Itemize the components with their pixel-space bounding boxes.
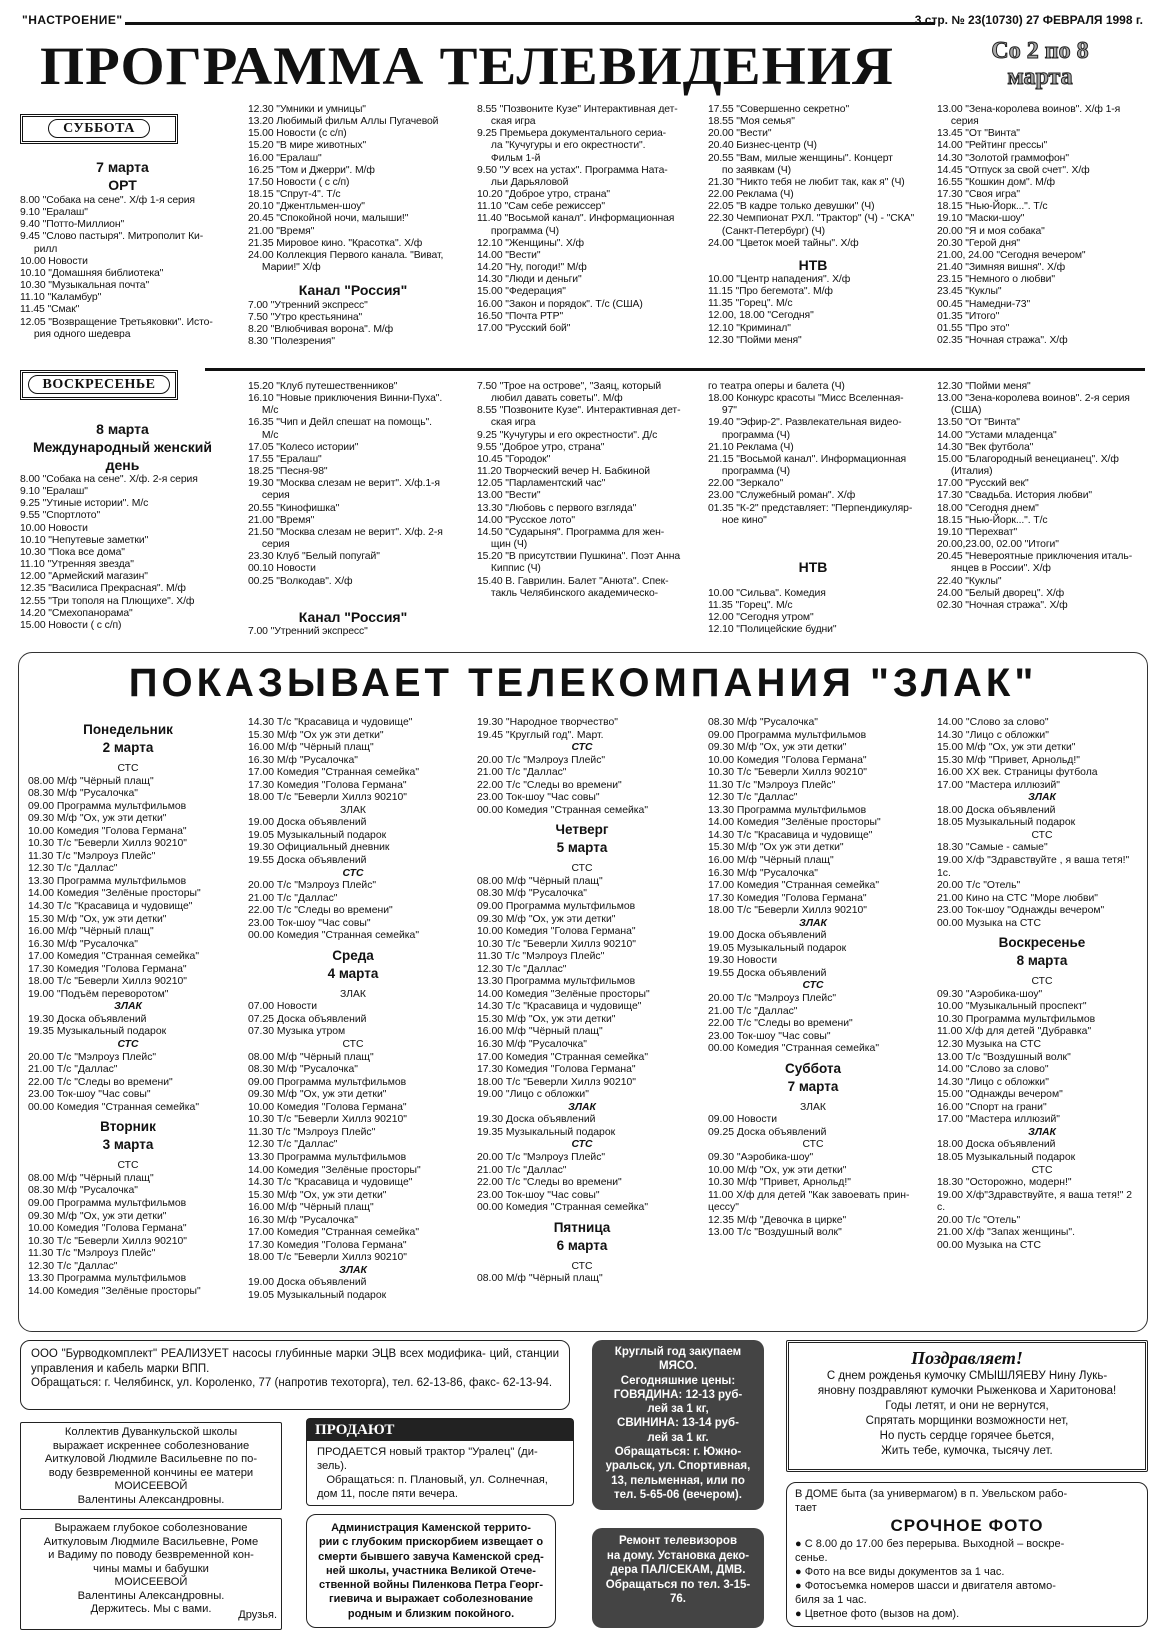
zlak-program-entry: 20.00 Т/с "Мэлроуз Плейс": [477, 754, 606, 766]
congrats-text: С днем рожденья кумочку СМЫШЛЯЕВУ Нину Лукь- яновну поздравляют кумочки Рыженкова и Харитонова! Годы летят, и они не вернутся, Спрятать морщинки возможности нет, Но пусть сердце горячее бьется, Жить тебе, кумочка, тысячу лет.: [817, 1370, 1117, 1457]
zlak-program-entry: 19.30 "Народное творчество": [477, 717, 618, 728]
zlak-program-entry: 16.00 XX век. Страницы футбола: [937, 767, 1098, 779]
zlak-program-entry: 17.30 Комедия "Голова Германа": [248, 779, 407, 791]
zlak-program-entry: 11.00 Х/ф для детей "Дубравка": [937, 1026, 1092, 1038]
zlak-program-entry: 14.00 "Слово за слово": [937, 717, 1049, 728]
zlak-program-entry: 12.30 Т/с "Даллас": [248, 1139, 338, 1151]
zlak-program-entry: 09.00 Программа мультфильмов: [28, 800, 187, 812]
zlak-channel-label: ЗЛАК: [568, 1101, 596, 1113]
zlak-channel-label: СТС: [802, 1139, 824, 1151]
zlak-program-entry: 14.30 Т/с "Красавица и чудовище": [248, 1177, 413, 1189]
zlak-program-entry: 15.30 М/ф "Ох, уж эти детки": [477, 1013, 616, 1025]
saturday-col3: 8.55 "Позвоните Кузе" Интерактивная дет- ская игра 9.25 Премьера документального сериа- ла "Кучугуры и его окрестности". Фильм 1-й 9.50 "У всех на устах". Программа Ната- льи Дарьяловой 10.20 "Доброе утро, страна" 11.10 "Сам себе режиссер" 11.40 "Восьмой канал". Информационная программа (Ч) 12.10 "Женщины". Х/ф 14.00 "Вести" 14.20 "Ну, погоди!" М/ф 14.30 "Люди и деньги" 15.00 "Федерация" 16.00 "Закон и порядок". Т/с (США) 16.50 "Почта РТР" 17.00 "Русский бой": [477, 104, 678, 334]
zlak-program-entry: 10.00 "Музыкальный проспект": [937, 1001, 1087, 1013]
zlak-channel-label: СТС: [117, 763, 139, 774]
photo-item-4: ● Цветное фото (вызов на дом).: [795, 1608, 960, 1620]
zlak-program-entry: 12.30 Т/с "Даллас": [477, 963, 567, 975]
zlak-program-entry: 14.30 Т/с "Красавица и чудовище": [708, 829, 873, 841]
zlak-program-entry: 19.00 Доска объявлений: [708, 930, 827, 942]
zlak-program-entry: 10.30 Т/с "Беверли Хиллз 90210": [28, 838, 187, 850]
zlak-program-entry: 00.00 Комедия "Странная семейка": [28, 1101, 200, 1113]
zlak-program-entry: 08.00 М/ф "Чёрный плащ": [477, 875, 603, 887]
zlak-program-entry: 17.30 Комедия "Голова Германа": [28, 963, 187, 975]
zlak-program-entry: 10.30 Программа мультфильмов: [937, 1013, 1096, 1025]
zlak-program-entry: 09.30 М/ф "Ох, уж эти детки": [28, 813, 167, 825]
zlak-program-entry: 09.30 М/ф "Ох, уж эти детки": [28, 1210, 167, 1222]
zlak-program-entry: 18.00 Доска объявлений: [937, 804, 1056, 816]
zlak-channel-label: СТС: [117, 1039, 139, 1051]
photo-item-4-text: Цветное фото (вызов на дом).: [804, 1608, 960, 1620]
zlak-program-entry: 17.30 Комедия "Голова Германа": [248, 1239, 407, 1251]
zlak-program-entry: 10.30 Т/с "Беверли Хиллз 90210": [477, 938, 636, 950]
zlak-program-entry: 16.30 М/ф "Русалочка": [28, 938, 138, 950]
zlak-program-entry: 15.00 "Однажды вечером": [937, 1089, 1063, 1101]
zlak-program-entry: 18.05 Музыкальный подарок: [937, 1151, 1076, 1163]
zlak-program-entry: 10.00 Комедия "Голова Германа": [28, 825, 187, 837]
photo-title: СРОЧНОЕ ФОТО: [890, 1516, 1044, 1535]
zlak-program-entry: 17.00 Комедия "Странная семейка": [248, 1227, 420, 1239]
date-range: Со 2 по 8 марта: [991, 38, 1089, 90]
sunday-ntv-head: НТВ: [798, 559, 828, 575]
zlak-program-entry: 23.00 Ток-шоу "Час совы": [477, 1189, 600, 1201]
zlak-program-entry: 20.00 Т/с "Отель": [937, 1214, 1021, 1226]
zlak-program-entry: 19.55 Доска объявлений: [248, 855, 367, 867]
ad-sell: [306, 1418, 574, 1506]
zlak-col5: [937, 717, 1147, 1252]
zlak-program-entry: 12.30 Т/с "Даллас": [708, 792, 798, 804]
zlak-program-entry: 23.00 Ток-шоу "Час совы": [708, 1030, 831, 1042]
zlak-program-entry: 00.00 Комедия "Странная семейка": [477, 804, 649, 816]
zlak-program-entry: 14.00 Комедия "Зелёные просторы": [28, 1285, 201, 1297]
ad-congrats: [786, 1340, 1148, 1472]
zlak-program-entry: 09.00 Программа мультфильмов: [708, 729, 867, 741]
zlak-program-entry: 19.45 "Круглый год". Март.: [477, 729, 604, 741]
zlak-program-entry: 21.00 Т/с "Даллас": [248, 892, 338, 904]
zlak-program-entry: 19.05 Музыкальный подарок: [248, 829, 387, 841]
zlak-program-entry: 08.00 М/ф "Чёрный плащ": [28, 1172, 154, 1184]
zlak-program-entry: 09.00 Программа мультфильмов: [248, 1076, 407, 1088]
zlak-channel-label: ЗЛАК: [800, 1101, 826, 1113]
zlak-program-entry: 16.30 М/ф "Русалочка": [477, 1039, 587, 1051]
zlak-program-entry: 18.00 Т/с "Беверли Хиллз 90210": [708, 905, 867, 917]
saturday-ort-head: 7 марта ОРТ: [96, 159, 149, 193]
zlak-program-entry: 08.30 М/ф "Русалочка": [708, 717, 818, 728]
zlak-program-entry: 16.30 М/ф "Русалочка": [248, 754, 358, 766]
zlak-program-entry: 00.00 Комедия "Странная семейка": [477, 1202, 649, 1214]
zlak-program-entry: 08.30 М/ф "Русалочка": [28, 1185, 138, 1197]
zlak-channel-label: ЗЛАК: [340, 804, 366, 816]
zlak-program-entry: 18.00 Т/с "Беверли Хиллз 90210": [28, 976, 187, 988]
zlak-program-entry: цессу": [708, 1202, 739, 1214]
zlak-program-entry: 16.00 М/ф "Чёрный плащ": [28, 926, 154, 938]
zlak-channel-label: ЗЛАК: [1028, 1126, 1056, 1138]
zlak-program-entry: 09.30 М/ф "Ох, уж эти детки": [248, 1089, 387, 1101]
zlak-program-entry: 19.30 Доска объявлений: [28, 1013, 147, 1025]
zlak-program-entry: 16.00 М/ф "Чёрный плащ": [708, 855, 834, 867]
ad-condolence-school: Коллектив Дуванкульской школы выражает искреннее соболезнование Аиткуловой Людмиле Васильевне по по- воду безвременной кончины ее матери МОИСЕЕВОЙ Валентины Александровны.: [20, 1422, 282, 1510]
zlak-program-entry: 10.30 Т/с "Беверли Хиллз 90210": [708, 767, 867, 779]
zlak-program-entry: 14.00 "Слово за слово": [937, 1064, 1049, 1076]
zlak-col4: [708, 717, 918, 1240]
zlak-program-entry: 09.00 Новости: [708, 1114, 778, 1126]
sunday-rule: [205, 368, 1145, 371]
zlak-program-entry: 09.00 Программа мультфильмов: [28, 1197, 187, 1209]
zlak-program-entry: 11.30 Т/с "Мэлроуз Плейс": [28, 850, 156, 862]
sunday-badge: [20, 370, 178, 400]
zlak-day-heading: Понедельник 2 марта: [83, 722, 173, 755]
zlak-program-entry: 07.30 Музыка утром: [248, 1026, 346, 1038]
zlak-program-entry: 23.00 Ток-шоу "Час совы": [248, 917, 371, 929]
page-title: ПРОГРАММА ТЕЛЕВИДЕНИЯ: [40, 36, 894, 96]
saturday-ntv-head: НТВ: [798, 257, 828, 273]
zlak-day-heading: Вторник 3 марта: [100, 1119, 156, 1153]
zlak-program-entry: 13.00 Т/с "Воздушный волк": [708, 1227, 842, 1239]
zlak-program-entry: 07.25 Доска объявлений: [248, 1013, 367, 1025]
zlak-program-entry: 19.05 Музыкальный подарок: [248, 1289, 387, 1301]
zlak-program-entry: 08.00 М/ф "Чёрный плащ": [248, 1051, 374, 1063]
zlak-program-entry: 16.00 М/ф "Чёрный плащ": [248, 742, 374, 754]
saturday-label: СУББОТА: [48, 119, 150, 138]
zlak-program-entry: 17.00 Комедия "Странная семейка": [248, 767, 420, 779]
zlak-program-entry: 09.30 "Аэробика-шоу": [937, 988, 1043, 1000]
photo-item-2: ● Фото на все виды документов за 1 час.: [795, 1566, 1005, 1578]
zlak-day-heading: Четверг 5 марта: [555, 822, 609, 856]
zlak-program-entry: 16.30 М/ф "Русалочка": [708, 867, 818, 879]
zlak-program-entry: 19.55 Доска объявлений: [708, 967, 827, 979]
zlak-program-entry: 19.00 Доска объявлений: [248, 1277, 367, 1289]
zlak-program-entry: 21.00 Т/с "Даллас": [477, 1164, 567, 1176]
zlak-program-entry: 19.30 Новости: [708, 955, 778, 967]
zlak-program-entry: 17.00 "Мастера иллюзий": [937, 1114, 1060, 1126]
sunday-label: ВОСКРЕСЕНЬЕ: [28, 375, 171, 394]
saturday-col2: 12.30 "Умники и умницы" 13.20 Любимый фильм Аллы Пугачевой 15.00 Новости (с с/п) 15.20 "В мире животных" 16.00 "Ералаш" 16.25 "Том и Джерри". М/ф 17.50 Новости ( с с/п) 18.15 "Спрут-4". Т/с 20.10 "Джентльмен-шоу" 20.45 "Спокойной ночи, малыши!" 21.00 "Время" 21.35 Мировое кино. "Красотка". Х/ф 24.00 Коллекция Первого канала. "Виват, Марии!" Х/ф: [248, 104, 444, 274]
zlak-program-entry: 10.00 Комедия "Голова Германа": [248, 1101, 407, 1113]
zlak-program-entry: 10.30 Т/с "Беверли Хиллз 90210": [28, 1235, 187, 1247]
zlak-channel-label: ЗЛАК: [799, 917, 827, 929]
sunday-ort-head: 8 марта Международный женский день: [33, 421, 212, 473]
zlak-program-entry: 19.00 Х/ф"Здравствуйте, я ваша тетя!" 2: [937, 1189, 1133, 1201]
zlak-program-entry: 20.00 Т/с "Мэлроуз Плейс": [477, 1151, 606, 1163]
zlak-program-entry: 09.00 Программа мультфильмов: [477, 901, 636, 913]
sunday-russia-head: Канал "Россия": [298, 609, 408, 625]
sell-title: ПРОДАЮТ: [307, 1419, 573, 1441]
zlak-program-entry: 17.30 Комедия "Голова Германа": [477, 1064, 636, 1076]
zlak-program-entry: 10.00 Комедия "Голова Германа": [477, 926, 636, 938]
zlak-program-entry: 08.00 М/ф "Чёрный плащ": [477, 1273, 603, 1285]
ad-burvodkomplekt: ООО "Бурводкомплект" РЕАЛИЗУЕТ насосы глубинные марки ЭЦВ всех модифика- ций, станции управления и кабель марки ВПП. Обращаться: г. Челябинск, ул. Короленко, 77 (напротив техоторга), тел. 62-13-86, факс- 62-13-94.: [20, 1340, 570, 1410]
zlak-channel-label: СТС: [342, 867, 364, 879]
zlak-channel-label: ЗЛАК: [114, 1001, 142, 1013]
zlak-program-entry: 14.00 Комедия "Зелёные просторы": [248, 1164, 421, 1176]
zlak-program-entry: 21.00 Т/с "Даллас": [28, 1064, 118, 1076]
zlak-program-entry: 1с.: [937, 867, 951, 879]
zlak-program-entry: 14.30 "Лицо с обложки": [937, 729, 1049, 741]
issue-info: 3 стр. № 23(10730) 27 ФЕВРАЛЯ 1998 г.: [914, 13, 1143, 27]
condolence-family-sign: Друзья.: [238, 1608, 277, 1621]
zlak-program-entry: 12.30 Т/с "Даллас": [28, 863, 118, 875]
zlak-channel-label: ЗЛАК: [340, 988, 366, 1000]
zlak-program-entry: 20.00 Т/с "Отель": [937, 880, 1021, 892]
zlak-program-entry: 13.30 Программа мультфильмов: [28, 1273, 187, 1285]
zlak-program-entry: 16.00 М/ф "Чёрный плащ": [248, 1202, 374, 1214]
zlak-program-entry: 20.00 Т/с "Мэлроуз Плейс": [248, 880, 377, 892]
zlak-program-entry: 22.00 Т/с "Следы во времени": [28, 1076, 173, 1088]
zlak-program-entry: 22.00 Т/с "Следы во времени": [477, 1177, 622, 1189]
zlak-program-entry: 09.25 Доска объявлений: [708, 1126, 827, 1138]
zlak-channel-label: СТС: [1031, 976, 1053, 988]
zlak-channel-label: СТС: [571, 1260, 593, 1272]
zlak-program-entry: 12.30 Т/с "Даллас": [28, 1260, 118, 1272]
zlak-program-entry: 09.30 "Аэробика-шоу": [708, 1151, 814, 1163]
zlak-channel-label: СТС: [571, 863, 593, 875]
zlak-program-entry: 17.00 Комедия "Странная семейка": [708, 880, 880, 892]
zlak-program-entry: 21.00 Т/с "Даллас": [477, 767, 567, 779]
saturday-col4: 17.55 "Совершенно секретно" 18.55 "Моя семья" 20.00 "Вести" 20.40 Бизнес-центр (Ч) 20.55 "Вам, милые женщины". Концерт по заявкам (Ч) 21.30 "Никто тебя не любит так, как я" (Ч) 22.00 Реклама (Ч) 22.05 "В кадре только девушки" (Ч) 22.30 Чемпионат РХЛ. "Трактор" (Ч) - "СКА" (Санкт-Петербург) (Ч) 24.00 "Цветок моей тайны". Х/ф: [708, 104, 915, 249]
zlak-program-entry: 20.00 Т/с "Мэлроуз Плейс": [28, 1051, 157, 1063]
photo-item-3-text: Фотосъемка номеров шасси и двигателя автомо- биля за 1 час.: [795, 1580, 1056, 1606]
saturday-col4b: 10.00 "Центр нападения". Х/ф 11.15 "Про бегемота". М/ф 11.35 "Горец". М/с 12.00, 18.00 "Сегодня" 12.10 "Криминал" 12.30 "Пойми меня": [708, 274, 851, 346]
paper-name: "НАСТРОЕНИЕ": [22, 13, 123, 27]
zlak-program-entry: 18.05 Музыкальный подарок: [937, 817, 1076, 829]
zlak-program-entry: 10.30 М/ф "Привет, Арнольд!": [708, 1177, 851, 1189]
zlak-channel-label: ЗЛАК: [339, 1264, 367, 1276]
photo-item-2-text: Фото на все виды документов за 1 час.: [804, 1566, 1005, 1578]
zlak-program-entry: 19.30 Доска объявлений: [477, 1114, 596, 1126]
zlak-program-entry: 16.00 "Спорт на грани": [937, 1101, 1047, 1113]
zlak-program-entry: 14.30 Т/с "Красавица и чудовище": [248, 717, 413, 728]
sunday-col2: 15.20 "Клуб путешественников" 16.10 "Новые приключения Винни-Пуха". М/с 16.35 "Чип и Дейл спешат на помощь". М/с 17.05 "Колесо истории" 17.55 "Ералаш" 18.25 "Песня-98" 19.30 "Москва слезам не верит". Х/ф.1-я серия 20.55 "Кинофишка" 21.00 "Время" 21.50 "Москва слезам не верит". Х/ф. 2-я серия 23.30 Клуб "Белый попугай" 00.10 Новости 00.25 "Волкодав". Х/ф: [248, 381, 443, 587]
zlak-program-entry: 18.00 Т/с "Беверли Хиллз 90210": [477, 1076, 636, 1088]
zlak-program-entry: 22.00 Т/с "Следы во времени": [708, 1018, 853, 1030]
zlak-program-entry: 17.00 "Мастера иллюзий": [937, 779, 1060, 791]
zlak-program-entry: 18.00 Доска объявлений: [937, 1139, 1056, 1151]
zlak-program-entry: 13.30 Программа мультфильмов: [248, 1151, 407, 1163]
zlak-program-entry: 11.30 Т/с "Мэлроуз Плейс": [477, 951, 605, 963]
zlak-col3: [477, 717, 687, 1286]
zlak-program-entry: 14.30 "Лицо с обложки": [937, 1076, 1049, 1088]
zlak-program-entry: 10.30 Т/с "Беверли Хиллз 90210": [248, 1114, 407, 1126]
zlak-program-entry: 19.35 Музыкальный подарок: [477, 1126, 616, 1138]
zlak-program-entry: 13.00 Т/с "Воздушный волк": [937, 1051, 1071, 1063]
zlak-program-entry: 22.00 Т/с "Следы во времени": [477, 779, 622, 791]
saturday-col1: 8.00 "Собака на сене". Х/ф 1-я серия 9.10 "Ералаш" 9.40 "Потто-Миллион" 9.45 "Слово пастыря". Митрополит Ки- рилл 10.00 Новости 10.10 "Домашняя библиотека" 10.30 "Музыкальная почта" 11.10 "Каламбур" 11.45 "Смак" 12.05 "Возвращение Третьяковки". Исто- рия одного шедевра: [20, 195, 213, 340]
zlak-program-entry: 15.30 М/ф "Ох уж эти детки": [248, 729, 384, 741]
zlak-program-entry: 15.30 М/ф "Привет, Арнольд!": [937, 754, 1080, 766]
zlak-program-entry: 21.00 Т/с "Даллас": [708, 1005, 798, 1017]
zlak-program-entry: 20.00 Т/с "Мэлроуз Плейс": [708, 993, 837, 1005]
ad-administration: Администрация Каменской террито- рии с глубоким прискорбием извещает о смерти бывшего завуча Каменской сред- ней школы, участника Великой Отече- ственной войны Пиленкова Петра Георг- гиевича и выражает соболезнование родным и близким покойного.: [306, 1514, 556, 1628]
ad-meat: Круглый год закупаем МЯСО. Сегодняшние цены: ГОВЯДИНА: 12-13 руб- лей за 1 кг, СВИНИНА: 13-14 руб- лей за 1 кг. Обращаться: г. Южно- уральск, ул. Спортивная, 13, пельменная, или по тел. 5-65-06 (вечером).: [592, 1340, 764, 1510]
zlak-program-entry: 21.00 Кино на СТС "Море любви": [937, 892, 1098, 904]
zlak-col1: [28, 717, 228, 1298]
sunday-col5: 12.30 "Пойми меня" 13.00 "Зена-королева воинов". 2-я серия (США) 13.50 "От "Винта" 14.00 "Устами младенца" 14.30 "Век футбола" 15.00 "Благородный венецианец". Х/ф (Италия) 17.00 "Русский век" 17.30 "Свадьба. История любви" 18.00 "Сегодня днем" 18.15 "Нью-Йорк...". Т/с 19.10 "Перехват" 20.00,23.00, 02.00 "Итоги" 20.45 "Невероятные приключения италь- янцев в России". Х/ф 22.40 "Куклы" 24.00 "Белый дворец". Х/ф 02.30 "Ночная стража". Х/ф: [937, 381, 1133, 611]
zlak-program-entry: 15.30 М/ф "Ох, уж эти детки": [248, 1189, 387, 1201]
zlak-program-entry: 18.30 "Самые - самые": [937, 842, 1048, 854]
zlak-channel-label: СТС: [117, 1160, 139, 1172]
zlak-program-entry: 23.00 Ток-шоу "Однажды вечером": [937, 905, 1105, 917]
zlak-program-entry: 17.00 Комедия "Странная семейка": [477, 1051, 649, 1063]
zlak-program-entry: 23.00 Ток-шоу "Час совы": [28, 1089, 151, 1101]
sunday-col1: 8.00 "Собака на сене". Х/ф. 2-я серия 9.10 "Ералаш" 9.25 "Утиные истории". М/с 9.55 "Спортлото" 10.00 Новости 10.10 "Непутевые заметки" 10.30 "Пока все дома" 11.10 "Утренняя звезда" 12.00 "Армейский магазин" 12.35 "Василиса Прекрасная". М/ф 12.55 "Три тополя на Плющихе". Х/ф 14.20 "Смехопанорама" 15.00 Новости ( с с/п): [20, 474, 198, 631]
zlak-program-entry: 14.30 Т/с "Красавица и чудовище": [28, 901, 193, 913]
zlak-program-entry: 11.30 Т/с "Мэлроуз Плейс": [708, 779, 836, 791]
saturday-russia-head: Канал "Россия": [298, 282, 408, 298]
sunday-col4b: 10.00 "Сильва". Комедия 11.35 "Горец". М/с 12.00 "Сегодня утром" 12.10 "Полицейские будни": [708, 588, 837, 636]
zlak-program-entry: 18.00 Т/с "Беверли Хиллз 90210": [248, 792, 407, 804]
zlak-program-entry: 12.30 Музыка на СТС: [937, 1039, 1041, 1051]
zlak-day-heading: Пятница 6 марта: [553, 1219, 611, 1253]
zlak-program-entry: 15.30 М/ф "Ох, уж эти детки": [28, 913, 167, 925]
zlak-program-entry: 14.00 Комедия "Зелёные просторы": [708, 817, 881, 829]
zlak-channel-label: СТС: [571, 742, 593, 754]
zlak-program-entry: 16.30 М/ф "Русалочка": [248, 1214, 358, 1226]
zlak-program-entry: 09.30 М/ф "Ох, уж эти детки": [708, 742, 847, 754]
zlak-program-entry: 12.35 М/ф "Девочка в цирке": [708, 1214, 847, 1226]
zlak-day-heading: Среда 4 марта: [327, 947, 379, 981]
zlak-program-entry: 19.05 Музыкальный подарок: [708, 942, 847, 954]
zlak-channel-label: СТС: [342, 1039, 364, 1051]
zlak-channel-label: СТС: [1031, 1164, 1053, 1176]
zlak-program-entry: 19.35 Музыкальный подарок: [28, 1026, 167, 1038]
zlak-program-entry: с.: [937, 1202, 946, 1214]
saturday-badge: [20, 114, 178, 144]
zlak-program-entry: 15.30 М/ф "Ох уж эти детки": [708, 842, 844, 854]
zlak-program-entry: 11.30 Т/с "Мэлроуз Плейс": [248, 1126, 376, 1138]
zlak-program-entry: 14.30 Т/с "Красавица и чудовище": [477, 1001, 642, 1013]
sell-text: ПРОДАЕТСЯ новый трактор "Уралец" (ди- зель). Обращаться: п. Плановый, ул. Солнечная, дом 11, после пяти вечера.: [317, 1446, 548, 1500]
header-rule: [125, 22, 935, 25]
zlak-program-entry: 18.00 Т/с "Беверли Хиллз 90210": [248, 1252, 407, 1264]
zlak-program-entry: 08.30 М/ф "Русалочка": [28, 788, 138, 800]
zlak-day-heading: Воскресенье 8 марта: [998, 935, 1086, 969]
zlak-program-entry: 11.00 Х/ф для детей "Как завоевать прин-: [708, 1189, 910, 1201]
zlak-channel-label: СТС: [802, 980, 824, 992]
saturday-col5: 13.00 "Зена-королева воинов". Х/ф 1-я серия 13.45 "От "Винта" 14.00 "Рейтинг прессы" 14.30 "Золотой граммофон" 14.45 "Отпуск за свой счет". Х/ф 16.55 "Кошкин дом". М/ф 17.30 "Своя игра" 18.15 "Нью-Йорк...". Т/с 19.10 "Маски-шоу" 20.00 "Я и моя собака" 20.30 "Герой дня" 21.00, 24.00 "Сегодня вечером" 21.40 "Зимняя вишня". Х/ф 23.15 "Немного о любви" 23.45 "Куклы" 00.45 "Намедни-73" 01.35 "Итого" 01.55 "Про это" 02.35 "Ночная стража". Х/ф: [937, 104, 1121, 346]
zlak-program-entry: 19.00 Х/ф "Здравствуйте , я ваша тетя!": [937, 855, 1130, 867]
zlak-program-entry: 00.00 Комедия "Странная семейка": [708, 1043, 880, 1055]
photo-intro: В ДОМЕ быта (за универмагом) в п. Увельском рабо- тает: [795, 1488, 1068, 1514]
ad-photo: [786, 1482, 1148, 1627]
photo-item-1-text: С 8.00 до 17.00 без перерыва. Выходной – воскре- сенье.: [795, 1538, 1065, 1564]
zlak-col2: [248, 717, 458, 1303]
saturday-col2b: 7.00 "Утренний экспресс" 7.50 "Утро крестьянина" 8.20 "Влюбчивая ворона". М/ф 8.30 "Полезрения": [248, 300, 394, 348]
zlak-channel-label: СТС: [571, 1139, 593, 1151]
zlak-program-entry: 07.00 Новости: [248, 1001, 318, 1013]
zlak-program-entry: 23.00 Ток-шоу "Час совы": [477, 792, 600, 804]
photo-item-1: ● С 8.00 до 17.00 без перерыва. Выходной – воскре- сенье.: [795, 1538, 1065, 1564]
zlak-program-entry: 10.00 М/ф "Ох, уж эти детки": [708, 1164, 847, 1176]
zlak-program-entry: 09.30 М/ф "Ох, уж эти детки": [477, 913, 616, 925]
zlak-program-entry: 08.30 М/ф "Русалочка": [248, 1064, 358, 1076]
ad-tv-repair: Ремонт телевизоров на дому. Установка деко- дера ПАЛ/СЕКАМ, ДМВ. Обращаться по тел. 3-15- 76.: [592, 1528, 764, 1628]
zlak-program-entry: 19.00 "Подъём переворотом": [28, 988, 169, 1000]
sunday-col3: 7.50 "Трое на острове", "Заяц, который любил давать советы". М/ф 8.55 "Позвоните Кузе". Интерактивная дет- ская игра 9.25 "Кучугуры и его окрестности". Д/с 9.55 "Доброе утро, страна" 10.45 "Городок" 11.20 Творческий вечер Н. Бабкиной 12.05 "Парламентский час" 13.00 "Вести" 13.30 "Любовь с первого взгляда" 14.00 "Русское лото" 14.50 "Сударыня". Программа для жен- щин (Ч) 15.20 "В присутствии Пушкина". Поэт Анна Киппис (Ч) 15.40 В. Гаврилин. Балет "Анюта". Спек- такль Челябинского академическо-: [477, 381, 681, 599]
zlak-program-entry: 11.30 Т/с "Мэлроуз Плейс": [28, 1248, 156, 1260]
zlak-program-entry: 10.00 Комедия "Голова Германа": [708, 754, 867, 766]
condolence-family-text: Выражаем глубокое соболезнование Аиткуловым Людмиле Васильевне, Роме и Вадиму по поводу безвременной кон- чины мамы и бабушки МОИСЕЕВОЙ Валентины Александровны. Держитесь. Мы с вами.: [43, 1522, 259, 1615]
zlak-program-entry: 18.30 "Осторожно, модерн!": [937, 1177, 1072, 1189]
congrats-title: Поздравляет!: [911, 1348, 1023, 1368]
zlak-program-entry: 17.00 Комедия "Странная семейка": [28, 951, 200, 963]
zlak-program-entry: 13.30 Программа мультфильмов: [477, 976, 636, 988]
photo-item-3: ● Фотосъемка номеров шасси и двигателя автомо- биля за 1 час.: [795, 1580, 1056, 1606]
zlak-title: ПОКАЗЫВАЕТ ТЕЛЕКОМПАНИЯ "ЗЛАК": [128, 661, 1038, 705]
zlak-program-entry: 19.30 Официальный дневник: [248, 842, 390, 854]
sunday-col4: го театра оперы и балета (Ч) 18.00 Конкурс красоты "Мисс Вселенная- 97" 19.40 "Эфир-2". Развлекательная видео- программа (Ч) 21.10 Реклама (Ч) 21.15 "Восьмой канал". Информационная программа (Ч) 22.00 "Зеркало" 23.00 "Служебный роман". Х/ф 01.35 "К-2" представляет: "Перпендикуляр- ное кино": [708, 381, 913, 526]
zlak-program-entry: 00.00 Музыка на СТС: [937, 1239, 1041, 1251]
zlak-program-entry: 16.00 М/ф "Чёрный плащ": [477, 1026, 603, 1038]
zlak-program-entry: 19.00 "Лицо с обложки": [477, 1089, 589, 1101]
zlak-channel-label: ЗЛАК: [1028, 792, 1056, 804]
zlak-day-heading: Суббота 7 марта: [785, 1060, 841, 1094]
zlak-program-entry: 22.00 Т/с "Следы во времени": [248, 905, 393, 917]
zlak-program-entry: 08.00 М/ф "Чёрный плащ": [28, 775, 154, 787]
zlak-program-entry: 10.00 Комедия "Голова Германа": [28, 1223, 187, 1235]
zlak-program-entry: 17.30 Комедия "Голова Германа": [708, 892, 867, 904]
zlak-program-entry: 14.00 Комедия "Зелёные просторы": [28, 888, 201, 900]
zlak-program-entry: 21.00 Х/ф "Запах женщины".: [937, 1227, 1075, 1239]
ad-condolence-family: [20, 1518, 282, 1630]
zlak-program-entry: 00.00 Музыка на СТС: [937, 917, 1041, 929]
zlak-program-entry: 13.30 Программа мультфильмов: [708, 804, 867, 816]
zlak-program-entry: 19.00 Доска объявлений: [248, 817, 367, 829]
zlak-program-entry: 14.00 Комедия "Зелёные просторы": [477, 988, 650, 1000]
zlak-channel-label: СТС: [1031, 829, 1053, 841]
zlak-program-entry: 08.30 М/ф "Русалочка": [477, 888, 587, 900]
sunday-col2b: 7.00 "Утренний экспресс": [248, 626, 368, 637]
zlak-program-entry: 13.30 Программа мультфильмов: [28, 875, 187, 887]
zlak-program-entry: 15.00 М/ф "Ох, уж эти детки": [937, 742, 1076, 754]
zlak-program-entry: 00.00 Комедия "Странная семейка": [248, 930, 420, 942]
